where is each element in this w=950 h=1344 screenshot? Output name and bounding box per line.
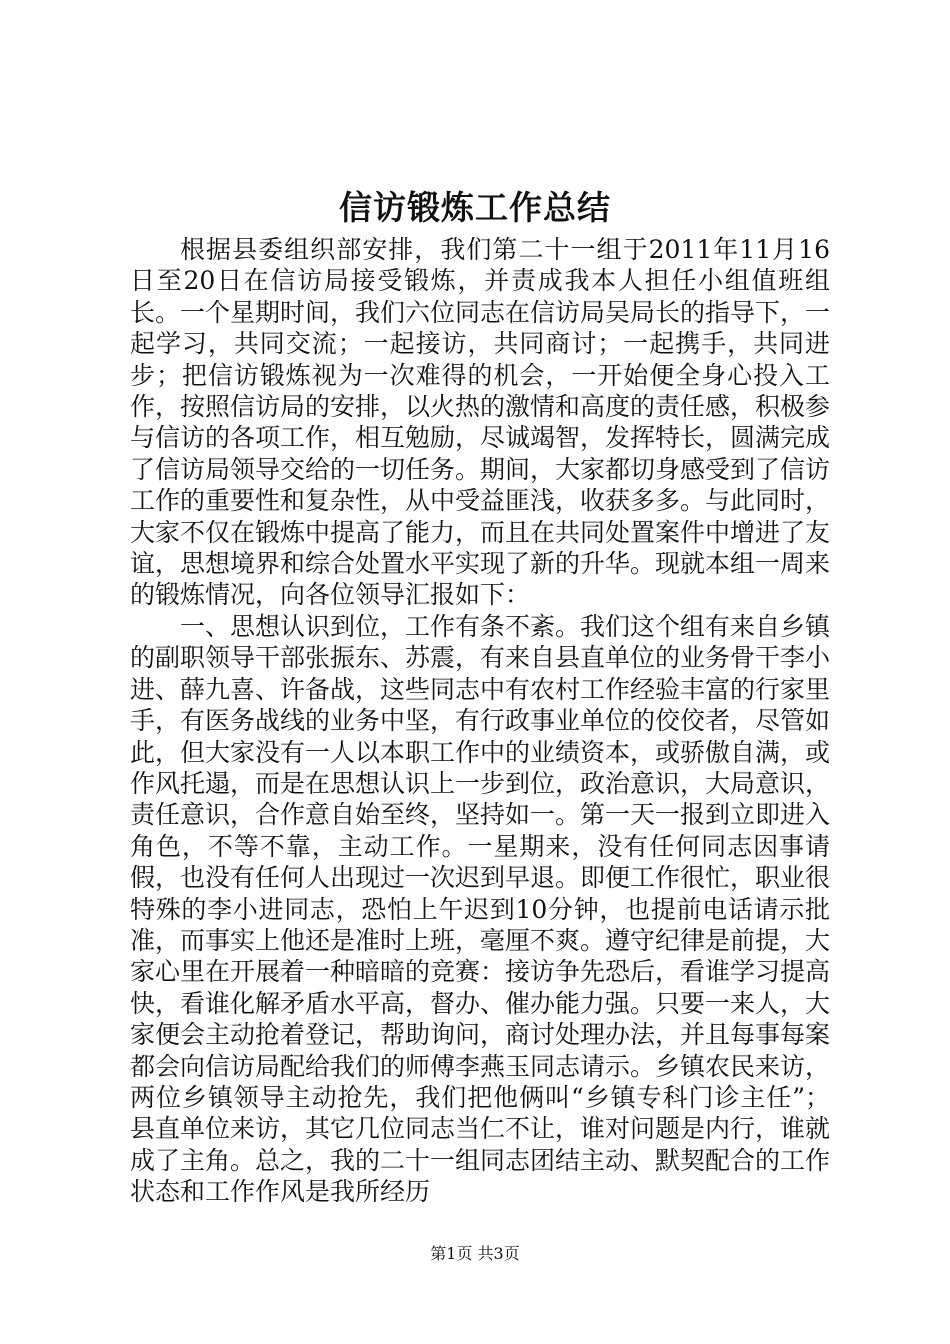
paragraph-intro: 根据县委组织部安排，我们第二十一组于2011年11月16日至20日在信访局接受锻炼，并责成我本人担任小组值班组长。一个星期时间，我们六位同志在信访局吴局长的指导下，一起学习，共同交流；一起接访，共同商讨；一起携手，共同进步；把信访锻炼视为一次难得的机会，一开始便全身心投入工作，按照信访局的安排，以火热的激情和高度的责任感，积极参与信访的各项工作，相互勉励，尽诚竭智，发挥特长，圆满完成了信访局领导交给的一切任务。期间，大家都切身感受到了信访工作的重要性和复杂性，从中受益匪浅，收获多多。与此同时，大家不仅在锻炼中提高了能力，而且在共同处置案件中增进了友谊，思想境界和综合处置水平实现了新的升华。现就本组一周来的锻炼情况，向各位领导汇报如下： <box>130 235 831 610</box>
page-number-footer: 第1页 共3页 <box>430 1244 520 1263</box>
document-title: 信访锻炼工作总结 <box>339 188 611 227</box>
document-body <box>130 234 830 1208</box>
paragraph-section-one: 一、思想认识到位，工作有条不紊。我们这个组有来自乡镇的副职领导干部张振东、苏震，有来自县直单位的业务骨干李小进、薛九喜、许备战，这些同志中有农村工作经验丰富的行家里手，有医务战线的业务中坚，有行政事业单位的佼佼者，尽管如此，但大家没有一人以本职工作中的业绩资本，或骄傲自满，或作风托遢，而是在思想认识上一步到位，政治意识，大局意识，责任意识，合作意自始至终，坚持如一。第一天一报到立即进入角色，不等不靠，主动工作。一星期来，没有任何同志因事请假，也没有任何人出现过一次迟到早退。即便工作很忙，职业很特殊的李小进同志，恐怕上午迟到10分钟，也提前电话请示批准，而事实上他还是准时上班，毫厘不爽。遵守纪律是前提，大家心里在开展着一种暗暗的竞赛：接访争先恐后，看谁学习提高快，看谁化解矛盾水平高，督办、催办能力强。只要一来人，大家便会主动抢着登记，帮助询问，商讨处理办法，并且每事每案都会向信访局配给我们的师傅李燕玉同志请示。乡镇农民来访，两位乡镇领导主动抢先，我们把他俩叫“乡镇专科门诊主任”；县直单位来访，其它几位同志当仁不让，谁对问题是内行，谁就成了主角。总之，我的二十一组同志团结主动、默契配合的工作状态和工作作风是我所经历 <box>130 611 831 1207</box>
